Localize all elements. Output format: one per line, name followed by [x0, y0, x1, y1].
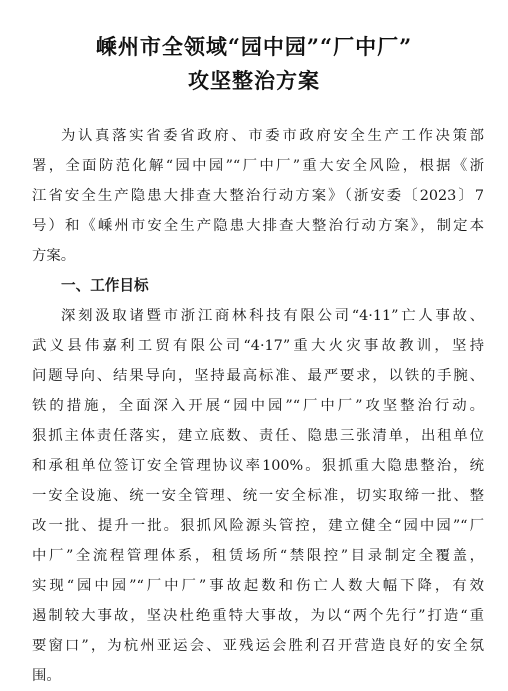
- intro-paragraph-line: 号）和《嵊州市安全生产隐患大排查大整治行动方案》，制定本: [32, 218, 484, 234]
- section-paragraph-line: 改一批、提升一批。狠抓风险源头管控，建立健全“园中园”“厂: [32, 518, 484, 534]
- section-paragraph-line: 和承租单位签订安全管理协议率100%。狠抓重大隐患整治，统: [32, 458, 484, 474]
- section-paragraph-line: 遏制较大事故，坚决杜绝重特大事故，为以“两个先行”打造“重: [32, 608, 484, 624]
- section-paragraph-line: 深刻汲取诸暨市浙江商林科技有限公司“4·11”亡人事故、: [61, 308, 484, 324]
- document-body: [32, 121, 484, 691]
- document-title-line-1: 嵊州市全领域“园中园”“厂中厂”: [95, 34, 413, 59]
- section-paragraph-line: 围。: [32, 668, 61, 684]
- section-paragraph-line: 一安全设施、统一安全管理、统一安全标准，切实取缔一批、整: [32, 488, 484, 504]
- section-heading-work-goals: 一、工作目标: [61, 277, 149, 294]
- intro-paragraph-line: 为认真落实省委省政府、市委市政府安全生产工作决策部: [61, 128, 484, 144]
- section-paragraph-line: 问题导向、结果导向，坚持最高标准、最严要求，以铁的手腕、: [32, 368, 484, 384]
- intro-paragraph-line: 署，全面防范化解“园中园”“厂中厂”重大安全风险，根据《浙: [32, 158, 484, 174]
- section-paragraph-line: 实现“园中园”“厂中厂”事故起数和伤亡人数大幅下降，有效: [32, 578, 484, 594]
- section-paragraph-line: 中厂”全流程管理体系，租赁场所“禁限控”目录制定全覆盖，: [32, 548, 484, 564]
- section-paragraph-line: 武义县伟嘉利工贸有限公司“4·17”重大火灾事故教训，坚持: [32, 338, 484, 354]
- intro-paragraph-line: 方案。: [32, 248, 76, 264]
- section-paragraph-line: 铁的措施，全面深入开展“园中园”“厂中厂”攻坚整治行动。: [32, 398, 484, 414]
- intro-paragraph-line: 江省安全生产隐患大排查大整治行动方案》（浙安委〔2023〕7: [32, 188, 484, 204]
- document-title-line-2: 攻坚整治方案: [188, 68, 320, 93]
- section-paragraph-line: 狠抓主体责任落实，建立底数、责任、隐患三张清单，出租单位: [32, 428, 484, 444]
- section-paragraph-line: 要窗口”，为杭州亚运会、亚残运会胜利召开营造良好的安全氛: [32, 638, 484, 654]
